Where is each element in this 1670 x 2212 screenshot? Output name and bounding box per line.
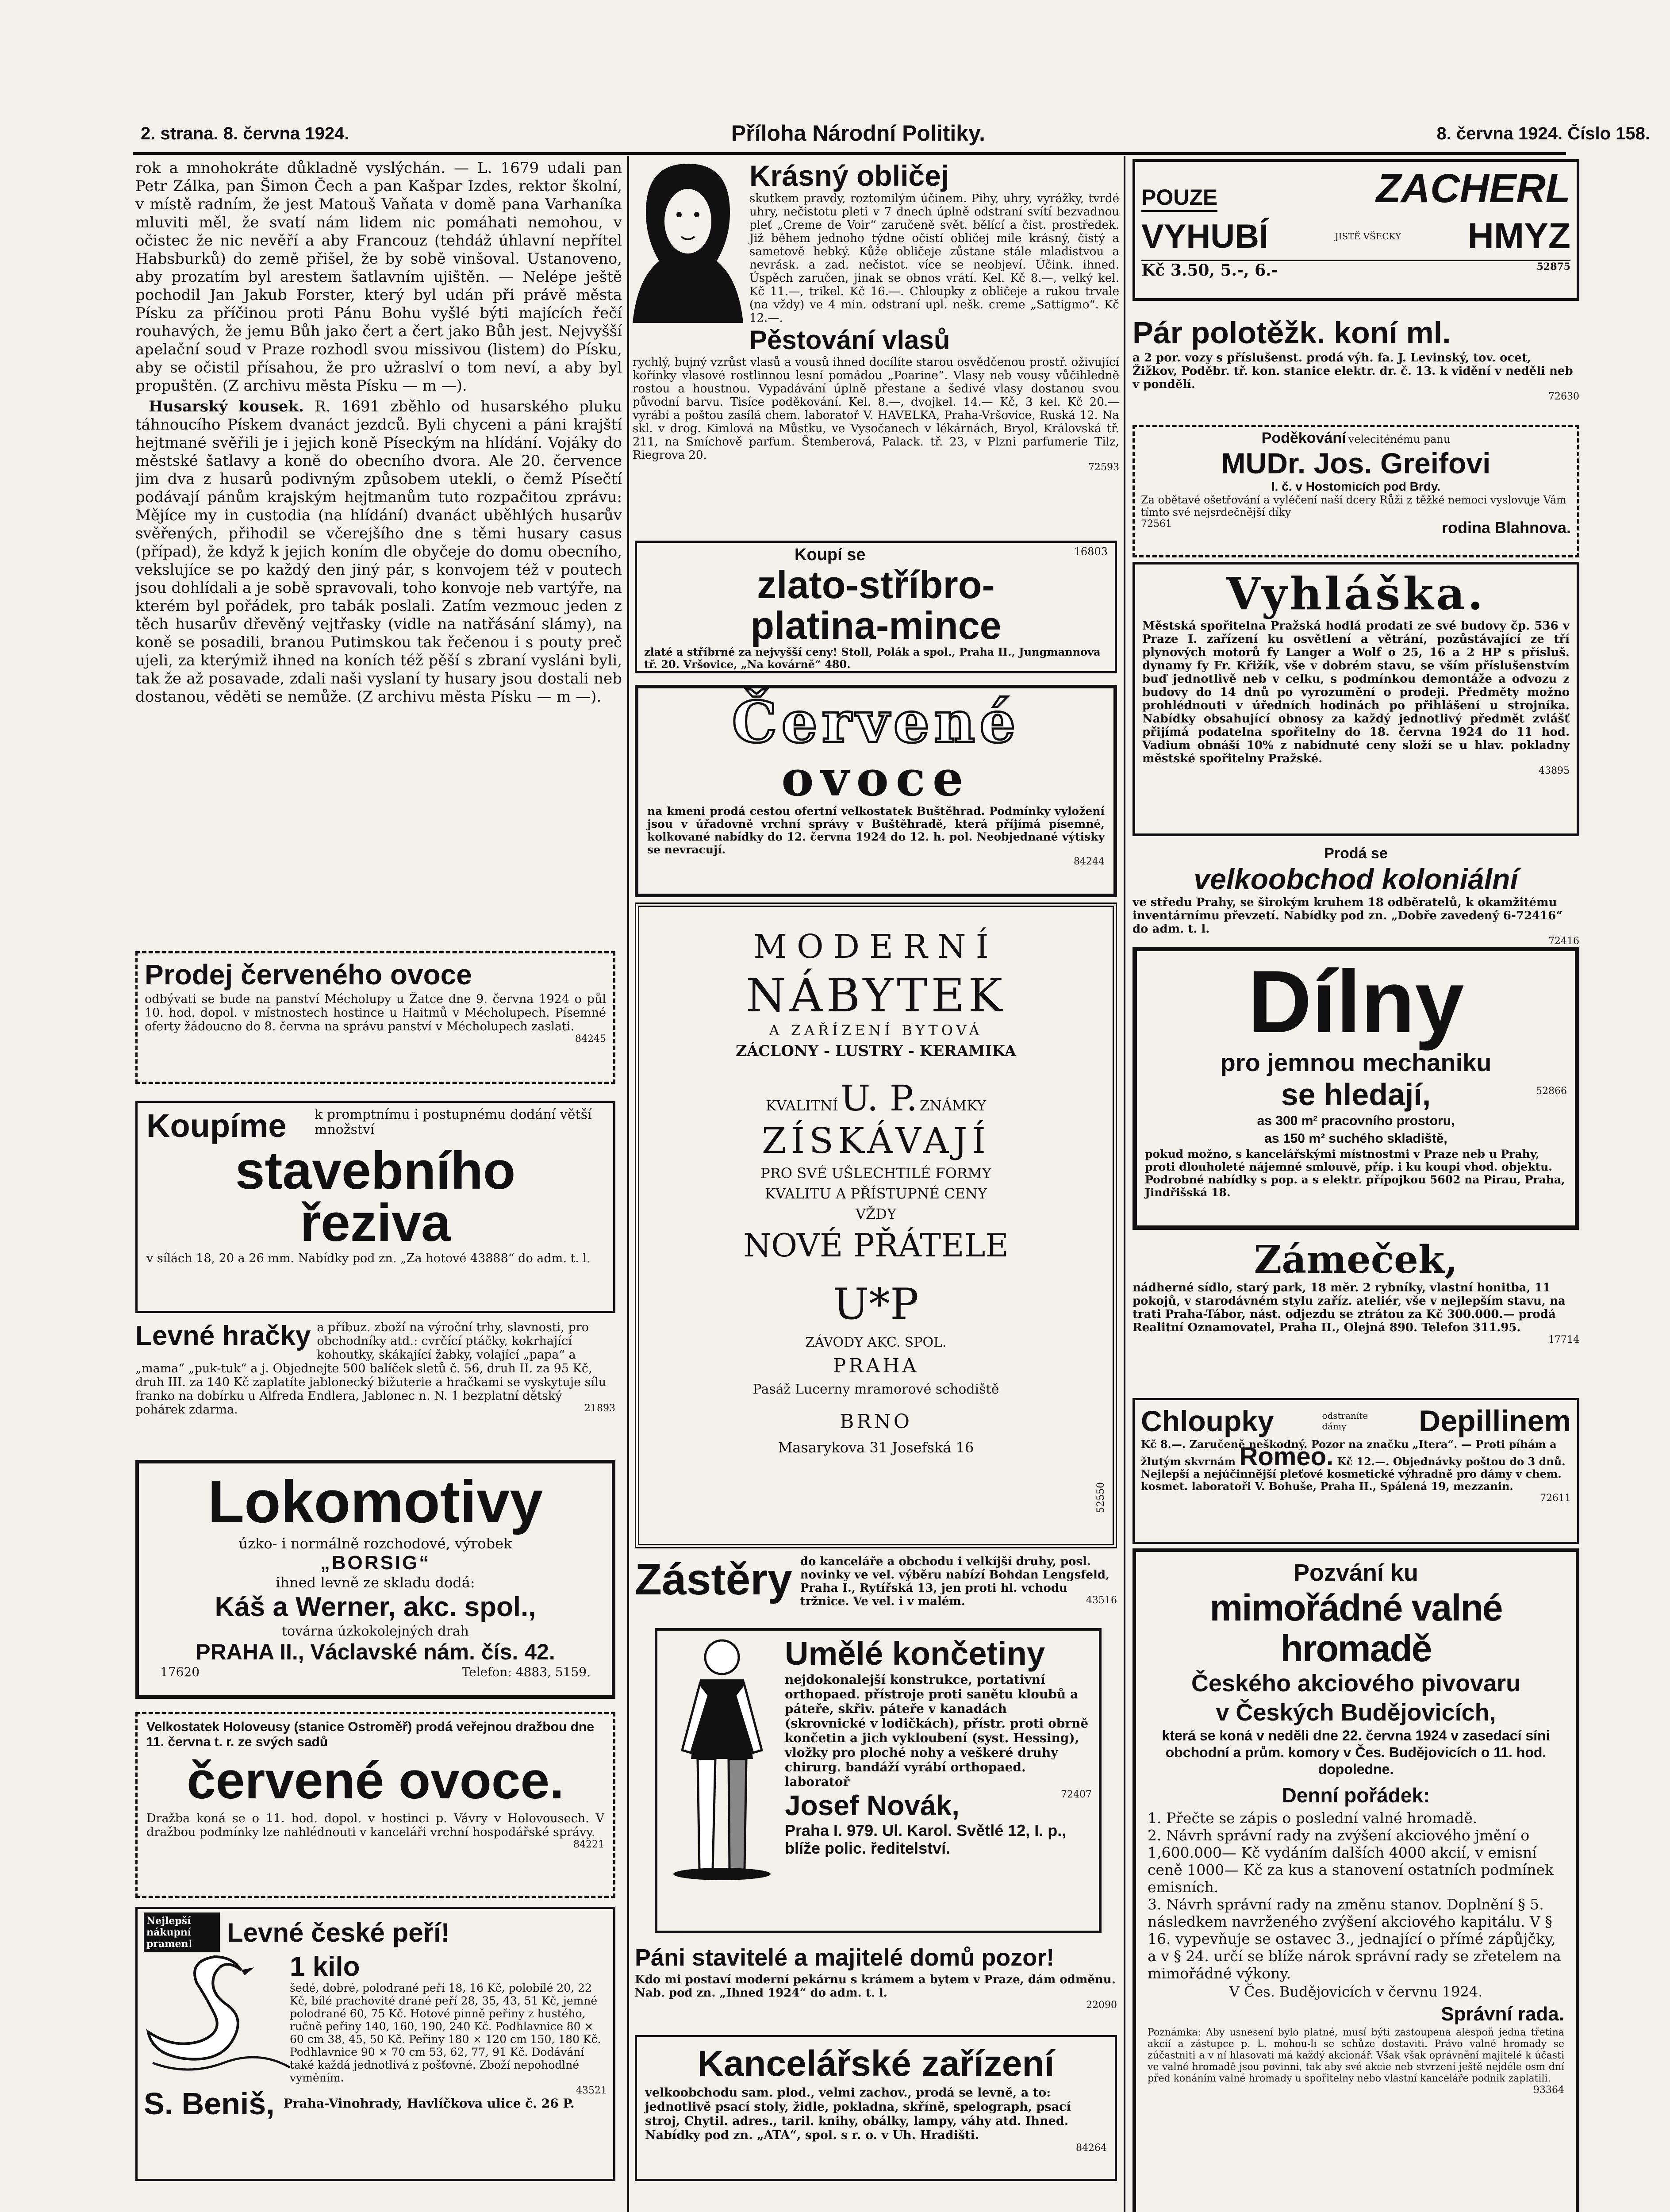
ad-sign: rodina Blahnova. [1441,518,1571,537]
ad-title: Pěstování vlasů [749,325,950,355]
ad-text: I. č. v Hostomicích pod Brdy. [1271,480,1441,493]
ad-zastery [635,1555,1117,1621]
ad-ref: 72630 [1548,391,1579,402]
ad-ref: 17620 [160,1665,200,1679]
ad-ref: 43521 [576,2085,607,2096]
ad-title: Pár polotěžk. koní ml. [1133,315,1451,350]
ad-ref: 84244 [1074,856,1105,867]
ad-ref: 84264 [1076,2143,1107,2154]
ad-ref: 72407 [1061,1789,1092,1800]
ad-big-text: platina-mince [750,603,1002,647]
ad-line: A ZAŘÍZENÍ BYTOVÁ [769,1022,983,1039]
ad-line: ZÁCLONY - LUSTRY - KERAMIKA [736,1042,1016,1060]
ad-line: KVALITNÍ [765,1097,838,1114]
ad-head: Pozvání ku [1293,1559,1419,1586]
ad-subhead: Denní pořádek: [1282,1784,1430,1807]
ad-moderni-nabytek [635,902,1117,1548]
ad-brand: Romeo. [1239,1442,1334,1471]
ad-ref: 16803 [1074,545,1108,558]
ad-lokomotivy [135,1460,615,1699]
ad-prodej-ovoce [135,951,615,1084]
ad-text: Dražba koná se o 11. hod. dopol. v hostinci p. Vávry v Holovousech. V dražbou podmínky lze nahlédnouti v kanceláři vrchní hospodářské správy. [146,1812,604,1839]
ad-ref: 72593 [1088,462,1119,473]
ad-ref: 72611 [1540,1493,1571,1504]
ad-ref: 43895 [1539,765,1570,776]
ad-sign: Správní rada. [1441,2003,1564,2025]
ad-title: mimořádné valné hromadě [1209,1587,1502,1669]
ad-address: Pasáž Lucerny mramorové schodiště [752,1382,999,1397]
ad-intro: k promptnímu i postupnému dodání větší množství [315,1107,592,1137]
ad-ref: 17714 [1548,1334,1579,1345]
ad-text: zlaté a stříbrné za nejvyšší ceny! Stoll, Polák a spol., Praha II., Jungmannova tř. 20. Vršovice, „Na kovárně“ 480. [644,645,1101,671]
ad-umele-koncetiny [655,1628,1102,1933]
ad-line: ZNÁMKY [919,1097,987,1114]
ad-line: PRO SVÉ UŠLECHTILÉ FORMY [760,1165,991,1182]
woman-portrait-icon [633,159,743,327]
article-text [135,159,622,960]
ad-firm: Josef Novák, [785,1790,960,1821]
swan-icon [144,1952,290,2085]
ad-text: na kmeni prodá cestou ofertní velkostatek Buštěhrad. Podmínky vyložení jsou v úřadovně vrchní správy v Buštěhradě, která příjímá písemné, kolkované nabídky do 12. června 1924 do 12. h. pol. Neobjednané výtisky se nevracují. [647,805,1105,856]
ad-city: v Českých Budějovicích, [1216,1699,1496,1726]
ad-title: Koupíme [146,1107,287,1144]
ad-text: Nejlepší a nejúčinnější pleťové kosmetické výhradně pro dámy v chem. kosmet. laboratoři V. Bohuše, Praha II., Spálená 19, mezzanin. [1141,1467,1562,1493]
ad-zlato-stribro [635,541,1117,673]
ad-text: ve středu Prahy, se širokým kruhem 18 odběratelů, k okamžitému inventárnímu převzetí. Nabídky pod zn. „Dobře zavedený 6-72416“ do adm. t. l. [1133,896,1563,936]
ad-text: do kanceláře a obchodu i velkíjší druhy, posl. novinky ve vel. výběru nabízí Bohdan Lengsfeld, Praha I., Rytířská 13, jen proti hl. vchodu tržnice. Ve vel. i v malém. [800,1555,1110,1608]
ad-text: velkoobchodu sam. plod., velmi zachov., prodá se levně, a to: jednotlivě psací stoly, židle, pokladna, skříně, spelograph, psací stroj, Chytil. adres., taril. knihy, obálky, lampy, váhy atd. Ihned. Nabídky pod zn. „ATA“, spol. s r. o. v Uh. Hradišti. [645,2086,1071,2142]
ad-chloupky [1133,1398,1579,1544]
ad-title: Lokomotivy [207,1468,543,1535]
ad-text: v sílách 18, 20 a 26 mm. Nabídky pod zn. „Za hotové 43888“ do adm. t. l. [146,1252,591,1265]
ad-koupime-reziva [135,1101,615,1313]
ad-line: ZÍSKÁVAJÍ [761,1120,990,1161]
ad-title: Umělé končetiny [785,1635,1045,1672]
ad-date: V Čes. Budějovicích v červnu 1924. [1229,1983,1483,2000]
ad-cervene-ovoce [635,685,1117,897]
ad-title: Zástěry [635,1555,792,1604]
ad-levne-peri [135,1907,615,2181]
ad-subtitle: se hledají, [1281,1077,1431,1112]
ad-dilny [1133,947,1579,1230]
ad-subtitle: pro jemnou mechaniku [1220,1048,1492,1076]
ad-text: která se koná v neděli dne 22. června 1924 v zasedací síni obchodní a prům. komory v Čes. Budějovicích o 11. hod. dopoledne. [1162,1728,1550,1777]
ad-text: nejdokonalejší konstrukce, portativní orthopaed. přístroje proti sanětu kloubů a páteře, skřiv. páteře v kanadách (skrovnické v lodičkách), přístr. proti obrně končetin a jich vykloubení (syst. Hessing), vložky pro ploché nohy a veškeré druhy chirurg. bandáží vyrábí orthopaed. laboratoř [785,1672,1089,1789]
article-paragraph [135,398,622,706]
ad-line: as 300 m² pracovního prostoru, [1257,1114,1455,1128]
ad-text: nádherné sídlo, starý park, 18 měr. 2 rybníky, vlastní honitba, 11 pokojů, v starodávném stylu zaříz. ateliér, vše v nejlepším stavu, na trati Praha-Tábor, nást. odjezdu se ztrátou za Kč 300.000.— prodá Realitní Oznamovatel, Praha II., Olejná 890. Telefon 311.95. [1133,1281,1566,1334]
ad-big-text: zlato-stříbro- [757,563,995,607]
ad-title: Prodej červeného ovoce [145,959,472,991]
ad-title: Vyhláška. [1226,568,1486,620]
ad-note: Poznámka: Aby usnesení bylo platné, musí býti zastoupena alespoň jedna třetina akcií a zástupce p. L. mohou-li se schůze dostaviti. Právo valné hromady se zúčastniti a v ní hlasovati má každý akcionář. Však však oprávnění majitelé k účasti ve valné hromadě jsou povinni, tak aby své akcie neb stvrzení ještě nejdéle osm dní před konáním valné hromady u spořitelny nebo vlastní kanceláře podnik zaplatili. [1148,2027,1564,2084]
ad-text: Velkostatek Holoveusy (stanice Ostroměř) prodá veřejnou dražbou dne 11. června t. r. ze svých sadů [146,1720,594,1749]
issue-number: 8. června 1924. Číslo 158. [1436,124,1650,143]
ad-pani-stavitele [635,1942,1117,2031]
ad-brand: ZACHERL [1376,166,1570,211]
ad-city: PRAHA [833,1355,919,1377]
ad-head: Poděkování [1261,430,1346,446]
ad-ref: 21893 [584,1403,615,1414]
ad-big-text: ovoce [781,750,971,807]
agenda-item: 1. Přečte se zápis o poslední valné hromadě. [1148,1809,1478,1827]
ad-title: Chloupky [1141,1405,1274,1437]
ad-title: Zámeček, [1254,1239,1458,1282]
ad-vyhlaska [1133,562,1579,836]
ad-zacherl [1133,159,1579,301]
ad-big-text: Červené [732,689,1020,756]
ad-firm: S. Beniš, [144,2086,275,2121]
ad-line: NÁBYTEK [745,968,1006,1022]
newspaper-title: Příloha Národní Politiky. [731,121,986,146]
ad-title: Levné české peří! [227,1917,450,1947]
ad-ref: 52550 [1095,1482,1106,1513]
column-rule [627,156,629,2212]
ad-firm: Českého akciového pivovaru [1191,1670,1521,1697]
ad-ref: 43516 [1086,1595,1117,1606]
ad-address: Praha I. 979. Ul. Karol. Světlé 12, I. p., blíže polic. ředitelství. [785,1821,1067,1857]
ad-line: VŽDY [855,1206,897,1222]
ad-big-text: stavebního [235,1141,516,1200]
ad-big-text: řeziva [300,1193,451,1252]
ad-ref: 93364 [1533,2085,1564,2096]
ad-text: pokud možno, s kancelářskými místnostmi v Praze neb u Prahy, proti dlouholeté nájemné smlouvě, příp. i ku koupi vhod. objektu. Podrobné nabídky s pop. a s elektr. přípojkou 5602 na Pirau, Praha, Jindřišská 18. [1145,1148,1565,1199]
ad-podekovani [1133,425,1579,557]
article-subheading: Husarský kousek. [149,398,304,415]
agenda-item: 2. Návrh správní rady na zvýšení akciového jmění o 1,600.000— Kč vydáním dalších 4000 akcií, v emisní ceně 1000— Kč za kus a stanovení ostatních podmínek emisních. [1148,1827,1554,1896]
ad-line: KVALITU A PŘÍSTUPNÉ CENY [764,1185,987,1202]
ad-title: Levné hračky [135,1321,311,1351]
ad-ref: 52866 [1536,1086,1567,1097]
ad-ref: 84221 [573,1839,604,1850]
ad-pozvani [1133,1548,1579,2212]
ad-address: PRAHA II., Václavské nám. čís. 42. [196,1640,555,1664]
ad-text: továrna úzkokolejných drah [282,1624,469,1639]
ad-title: červené ovoce. [187,1751,564,1810]
ad-word: VYHUBÍ [1141,217,1269,255]
ad-text: a příbuz. zboží na výroční trhy, slavnosti, pro obchodníky atd.: cvrčící ptáčky, kokrhající kohoutky, skákající žabky, volající „papa“ a „mama“ „puk-tuk“ a j. Objednejte 500 balíček sletů č. 56, druh II. za 95 Kč, druh III. za 140 Kč zaplatíte jablonecký bižuterie a hračkami se vyskytuje sílu franko na dobírku u Alfreda Endlera, Jablonec n. N. 1 bezplatní dětský pohárek zdarma. [135,1321,607,1417]
ad-ref: 72416 [1548,936,1579,947]
ad-brand: U. P. [840,1078,918,1119]
ad-word: POUZE [1141,184,1217,212]
ad-title: Dílny [1248,952,1464,1051]
article-paragraph: rok a mnohokráte důkladně vyslýchán. — L. 1679 udali pan Petr Zálka, pan Šimon Čech a pan Kašpar Izdes, rektor školní, v místě radním, že jest Matouš Vaňata v domě pana Varhaníka mluviti měl, že svatí nám lidem nic pomáhati nemohou, v očistec že nic nevěří a aby Francouz (tehdáž úhlavní nepřítel Habsburků) do země přišel, že by sobě vinšoval. Ustanoveno, aby prozatím byl arestem šatlavním ujištěn. — Nelépe ještě pochodil Jan Jakub Forster, který byl udán při právě města Písku za příčinou proti Pánu Bohu vyšlé býti majících řečí rouhavých, že jemu Bůh jako čert a čert jako Bůh jest. Nejvyšší apelační soud v Praze rozhodl svou missivou (listem) do Písku, aby se očistil přísahou, že pro užraslví o tom neví, a aby byl propuštěn. (Z archivu města Písku — m —). [135,159,622,395]
ad-text: a 2 por. vozy s příslušenst. prodá výh. fa. J. Levinský, tov. ocet, Žižkov, Poděbr. tř. kon. stanice elektr. dr. č. 13. k vidění v neděli neb v pondělí. [1133,351,1573,391]
ad-kilo: 1 kilo [290,1951,360,1982]
column-rule [1124,156,1125,2212]
ad-head: Koupí se [795,545,866,564]
agenda-item: 3. Návrh správní rady na změnu stanov. Doplnění § 5. následkem navrženého zvýšení akciového kapitálu. V § 16. vypevňuje se ostavec 3., jednající o přímé zápůjčky, a v § 24. určí se blíže nárok správní rady se zřetelem na mimořádné výkony. [1148,1896,1561,1982]
ad-text: rychlý, bujný vzrůst vlasů a vousů ihned docílíte starou osvědčenou prostř. oživující kořínky vlasové rostlinnou lesní pomádou „Poarine“. Vlasy neb vousy vůčihledně rostou a houstnou. Vypadávání úplně přestane a šedivé vlasy dostanou svou původní barvu. Tisíce poděkování. Kel. 8.—, dvojkel. 14.— Kč, 3 kel. Kč 20.— vyrábí a poštou zasílá chem. laboratoř V. HAVELKA, Praha-Vršovice, Ruská 12. Na skl. v drog. Kimlová na Můstku, ve Vysočanech v lékárnách, Bryol, Královská tř. 211, na Smíchově parfum. Štemberová, Palack. tř. 23, v Plzni parfumerie Tilz, Riegrova 20. [633,356,1119,462]
article-body: R. 1691 zběhlo od husarského pluku táhnoucího Pískem dvanáct jezdců. Byli chyceni a páni krajští hejtmané svěřili je i jejich koně Píseckým na hlídání. Vojáky do městské šatlavy a koně do obecního dvora. Ale 20. července jim dva z husarů podivným způsobem utekli, o čemž Písečtí podávají pánům krajským hejtmanům tuto rozpačitou zprávu: Mějíce my in custodia (na hlídání) dvanáct uběhlých husarův svěřených, přihodil se včerejšího dne s těmi husary casus (případ), že když k jejich koním dle obyčeje do domu obecního, vekslujíce se po každý den jiný pár, s konvojem též v poutech jsou dohlídali a je sobě spravovali, toho konvoje neb vartýře, na kterém byl pořádek, pro tabák poslali. Zatím vezmouc jeden z těch husarův dřevěný vejtřasky (vidle na natřásání slámy), na koně se posadili, branou Putimskou tak řečenou i s pouty preč ujeli, za kterýmiž ihned na koních též pěší s zbraní vysláni byli, tak že až posavade, zdali naši vyslaní ty husary jsou dostali neb dostanou, věděti se nemůže. (Z archivu města Písku — m —). [135,398,622,706]
ad-text: Kč 12.—. Objednávky poštou do 3 dnů. [1337,1455,1566,1468]
ad-line: ZÁVODY AKC. SPOL. [805,1335,947,1350]
ad-line: NOVÉ PŘÁTELE [743,1227,1009,1264]
ad-head: Prodá se [1324,845,1388,862]
ad-text: Městská spořitelna Pražská hodlá prodati ze své budovy čp. 536 v Praze I. zařízení ku osvětlení a větrání, pozůstávající ze tří plynových motorů fy Langer a Wolf o 25, 16 a 2 HP s přísluš. dynamy fy Fr. Křižík, vše v dobrém stavu, se vším příslušenstvím buď jednotlivě neb v celku, s podmínkou demontáže a odvozu z budovy do 14 dnů po vyrozumění o prodeji. Předměty možno prohlédnouti v úředních hodinách po přihlášení u strojníka. Nabídky obsahující obnosy za každý jednotlivý předmět zvlášť přijímá podatelna spořitelny do 18. června 1924 do 11 hod. Vadium obnáší 10% z nabídnuté ceny složí se u hlav. pokladny městské spořitelny Pražské. [1142,619,1570,765]
ad-logo-text: U*P [833,1279,919,1329]
ad-ref: 22090 [1086,2000,1117,2011]
ad-ref: 72561 [1141,518,1172,530]
ad-address: Masarykova 31 Josefská 16 [778,1439,974,1456]
header-rule [133,152,1566,155]
ad-address: Praha-Vinohrady, Havlíčkova ulice č. 26 P. [283,2096,575,2111]
ad-word: JISTĚ VŠECKY [1335,231,1401,242]
ad-title: Krásný obličej [749,159,949,192]
ad-line: as 150 m² suchého skladiště, [1264,1131,1447,1146]
ad-text: Kdo mi postaví moderní pekárnu s krámem a bytem v Praze, dám odměnu. Nab. pod zn. „Ihned 1924“ do adm. t. l. [635,1973,1116,2000]
ad-velkoobchod [1133,845,1579,947]
ad-text: odstraníte dámy [1322,1410,1368,1432]
ad-prices: Kč 3.50, 5.-, 6.- [1141,261,1278,280]
ad-text: odbývati se bude na panství Mécholupy u Žatce dne 9. června 1924 o půl 10. hod. dopol. v místnostech hostince u Haitmů v Mécholupech. Písemné oferty žádoucno do 8. června na správu panství v Mécholupech zaslati. [145,992,606,1033]
page-number-date: 2. strana. 8. června 1924. [141,124,349,143]
ad-kancelarske-zarizeni [635,2035,1117,2181]
ad-zamecek [1133,1239,1579,1398]
ad-text: ihned levně ze skladu dodá: [276,1574,475,1591]
ad-hracky [135,1321,615,1453]
ad-text: šedé, dobré, polodrané peří 18, 16 Kč, polobílé 20, 22 Kč, bílé prachovité drané peří 28, 35, 43, 51 Kč, jemné polodrané 60, 75 Kč. Hotové pinně peřiny z hustého, ručně peřiny 140, 160, 190, 240 Kč. Podhlavnice 80 × 60 cm 38, 45, 50 Kč. Peřiny 180 × 120 cm 150, 180 Kč. Podhlavnice 90 × 70 cm 53, 62, 77, 91 Kč. Dodávání také každá jednotlivá z pošťovné. Zboží nepohodlné vyměním. [290,1982,601,2084]
ad-title: Páni stavitelé a majitelé domů pozor! [635,1944,1055,1971]
ad-title: Depillinem [1419,1404,1571,1438]
ad-word: HMYZ [1467,216,1570,256]
ad-badge: Nejlepší nákupní pramen! [144,1912,220,1952]
ad-city: BRNO [839,1410,913,1433]
ad-velkostatek-ovoce [135,1712,615,1898]
ad-title: velkoobchod koloniální [1194,863,1518,895]
ad-firm: Káš a Werner, akc. spol., [215,1592,536,1622]
ad-ref: 52875 [1536,261,1570,273]
ad-brand: „BORSIG“ [320,1552,431,1574]
ad-title: MUDr. Jos. Greifovi [1221,447,1491,480]
ad-ref: 84245 [575,1033,606,1045]
ad-text: Kč 8.—. Zaručeně neškodný. Pozor na značku „Itera“. — Proti píhám a žlutým skvrnám [1141,1438,1557,1468]
ad-phone: Telefon: 4883, 5159. [461,1665,591,1679]
prosthetic-figure-icon [664,1635,779,1883]
ad-title: Kancelářské zařízení [697,2043,1055,2084]
ad-line: MODERNÍ [753,928,998,966]
ad-head: veleciténému panu [1348,433,1451,445]
ad-text: úzko- i normálně rozchodové, výrobek [238,1535,512,1552]
ad-text: Za obětavé ošetřování a vyléčení naší dcery Růži z těžké nemoci vyslovuje Vám tímto své nejsrdečnější díky [1141,494,1566,518]
ad-text: skutkem pravdy, roztomilým účinem. Pihy, uhry, vyrážky, tvrdé uhry, nečistotu pleti v 7 dnech úplně odstraní svítí bezvadnou pleť „Creme de Voir“ zaručeně svět. bělící a čist. prostředek. Již během jednoho týdne očistí obličej mile krásný, čistý a sametově hebký. Kůže obličeje zůstane stále mladistvou a nevrásk. a zad. nečistot. více se neobjeví. Účink. ihned. Úspěch zaručen, jinak se obnos vrátí. Kel. Kč 8.—, velký kel. Kč 11.—, trikel. Kč 16.—. Chloupky z obličeje a rukou trvale (na vždy) ve 4 min. odstraní upl. nešk. creme „Sattigmo“. Kč 12.—. [749,192,1119,325]
ad-krasny-oblicej [633,159,1119,540]
